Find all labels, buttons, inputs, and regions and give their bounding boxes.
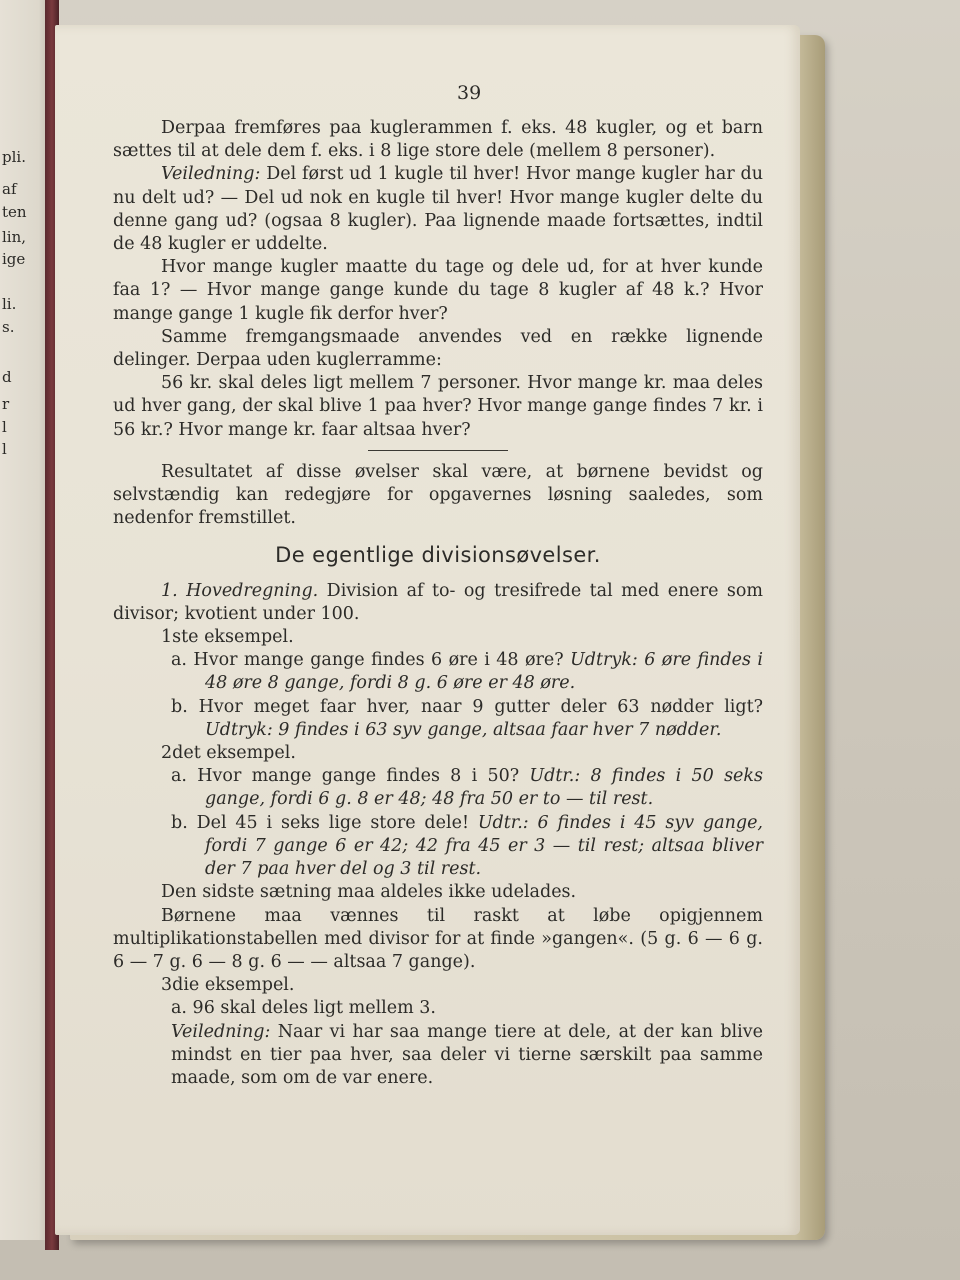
page-body <box>113 117 763 1090</box>
text-run: Resultatet af disse øvelser skal være, at børnene bevidst og selvstændig kan redegjøre for opgavernes løsning saaledes, som nedenfor fremstillet. <box>113 461 763 529</box>
text-run: Del først ud 1 kugle til hver! Hvor mange kugler har du nu delt ud? — Del ud nok en kugle til hver! Hvor mange kugler delte du denne gang ud? (ogsaa 8 kugler). Paa lignende maade fortsættes, indtil de 48 kugler er uddelte. <box>113 164 763 255</box>
left-page-fragment: li. <box>2 295 17 313</box>
left-page-fragment: l <box>2 418 7 436</box>
section-heading <box>113 544 763 567</box>
text-run: a. 96 skal deles ligt mellem 3. <box>171 998 436 1019</box>
italic-run: Udtryk: 6 øre findes i 48 øre 8 gange, fordi 8 g. 6 øre er 48 øre. <box>205 650 763 694</box>
paragraph <box>113 372 763 442</box>
italic-run: Veiledning: <box>171 1021 271 1042</box>
italic-run: Veiledning: <box>161 164 261 185</box>
left-page-fragment: af <box>2 180 17 198</box>
left-page-fragment: l <box>2 440 7 458</box>
text-run: Samme fremgangsmaade anvendes ved en række lignende delinger. Derpaa uden kuglerramme: <box>113 326 763 371</box>
left-page-fragment: r <box>2 395 10 413</box>
text-run: Børnene maa vænnes til raskt at løbe opigjennem multiplikationstabellen med divisor for at finde »gangen«. (5 g. 6 — 6 g. 6 — 7 g. 6 — 8 g. 6 — — altsaa 7 gange). <box>113 905 763 972</box>
paragraph <box>113 461 763 531</box>
example-item <box>113 812 763 882</box>
paragraph <box>113 326 763 372</box>
text-run: 2det eksempel. <box>161 743 296 764</box>
italic-run: Udtr.: 6 findes i 45 syv gange, fordi 7 gange 6 er 42; 42 fra 45 er 3 — til rest; altsaa bliver der 7 paa hver del og 3 til rest. <box>205 812 763 880</box>
left-page-fragment: ige <box>2 250 26 268</box>
text-run: a. Hvor mange gange findes 6 øre i 48 øre? <box>171 650 571 671</box>
text-run: Den sidste sætning maa aldeles ikke udelades. <box>161 882 577 903</box>
text-run: 1ste eksempel. <box>161 627 294 648</box>
paragraph <box>113 905 763 975</box>
paragraph <box>113 117 763 163</box>
example-item <box>113 1021 763 1091</box>
paragraph <box>113 626 763 649</box>
paragraph <box>113 881 763 904</box>
text-run: 56 kr. skal deles ligt mellem 7 personer. Hvor mange kr. maa deles ud hver gang, der skal blive 1 paa hver? Hvor mange gange findes 7 kr. i 56 kr.? Hvor mange kr. faar altsaa hver? <box>113 373 763 440</box>
section-rule <box>368 450 508 451</box>
text-run: Division af to- og tresifrede tal med enere som divisor; kvotient under 100. <box>113 580 763 624</box>
paragraph <box>113 256 763 326</box>
text-run: Hvor mange kugler maatte du tage og dele ud, for at hver kunde faa 1? — Hvor mange gange kunde du tage 8 kugler af 48 k.? Hvor mange gange 1 kugle fik derfor hver? <box>113 257 763 324</box>
example-item <box>113 997 763 1020</box>
text-run: b. Hvor meget faar hver, naar 9 gutter deler 63 nødder ligt? <box>171 696 763 717</box>
text-run: 3die eksempel. <box>161 975 295 996</box>
paragraph <box>113 163 763 256</box>
example-item <box>113 649 763 695</box>
left-page-fragment: s. <box>2 318 15 336</box>
text-run: De egentlige divisionsøvelser. <box>275 543 601 568</box>
book-page <box>55 25 800 1235</box>
text-run: a. Hvor mange gange findes 8 i 50? <box>171 766 530 787</box>
left-page-fragment: ten <box>2 203 27 221</box>
example-item <box>113 696 763 742</box>
text-run: Naar vi har saa mange tiere at dele, at der kan blive mindst en tier paa hver, saa deler vi tierne særskilt paa samme maade, som om de var enere. <box>171 1021 763 1088</box>
text-run: b. Del 45 i seks lige store dele! <box>171 812 478 833</box>
left-page-fragment: lin, <box>2 228 27 246</box>
left-page-fragment: d <box>2 368 12 386</box>
italic-run: Udtr.: 8 findes i 50 seks gange, fordi 6 g. 8 er 48; 48 fra 50 er to — til rest. <box>205 766 763 810</box>
paragraph <box>113 580 763 626</box>
left-page-fragment: pli. <box>2 148 26 166</box>
page-number: 39 <box>457 82 482 104</box>
italic-run: 1. Hovedregning. <box>161 580 319 601</box>
example-item <box>113 765 763 811</box>
text-run: Derpaa fremføres paa kuglerammen f. eks. 48 kugler, og et barn sættes til at dele dem f. eks. i 8 lige store dele (mellem 8 personer). <box>113 118 763 162</box>
paragraph <box>113 742 763 765</box>
italic-run: Udtryk: 9 findes i 63 syv gange, altsaa faar hver 7 nødder. <box>205 719 722 740</box>
paragraph <box>113 974 763 997</box>
